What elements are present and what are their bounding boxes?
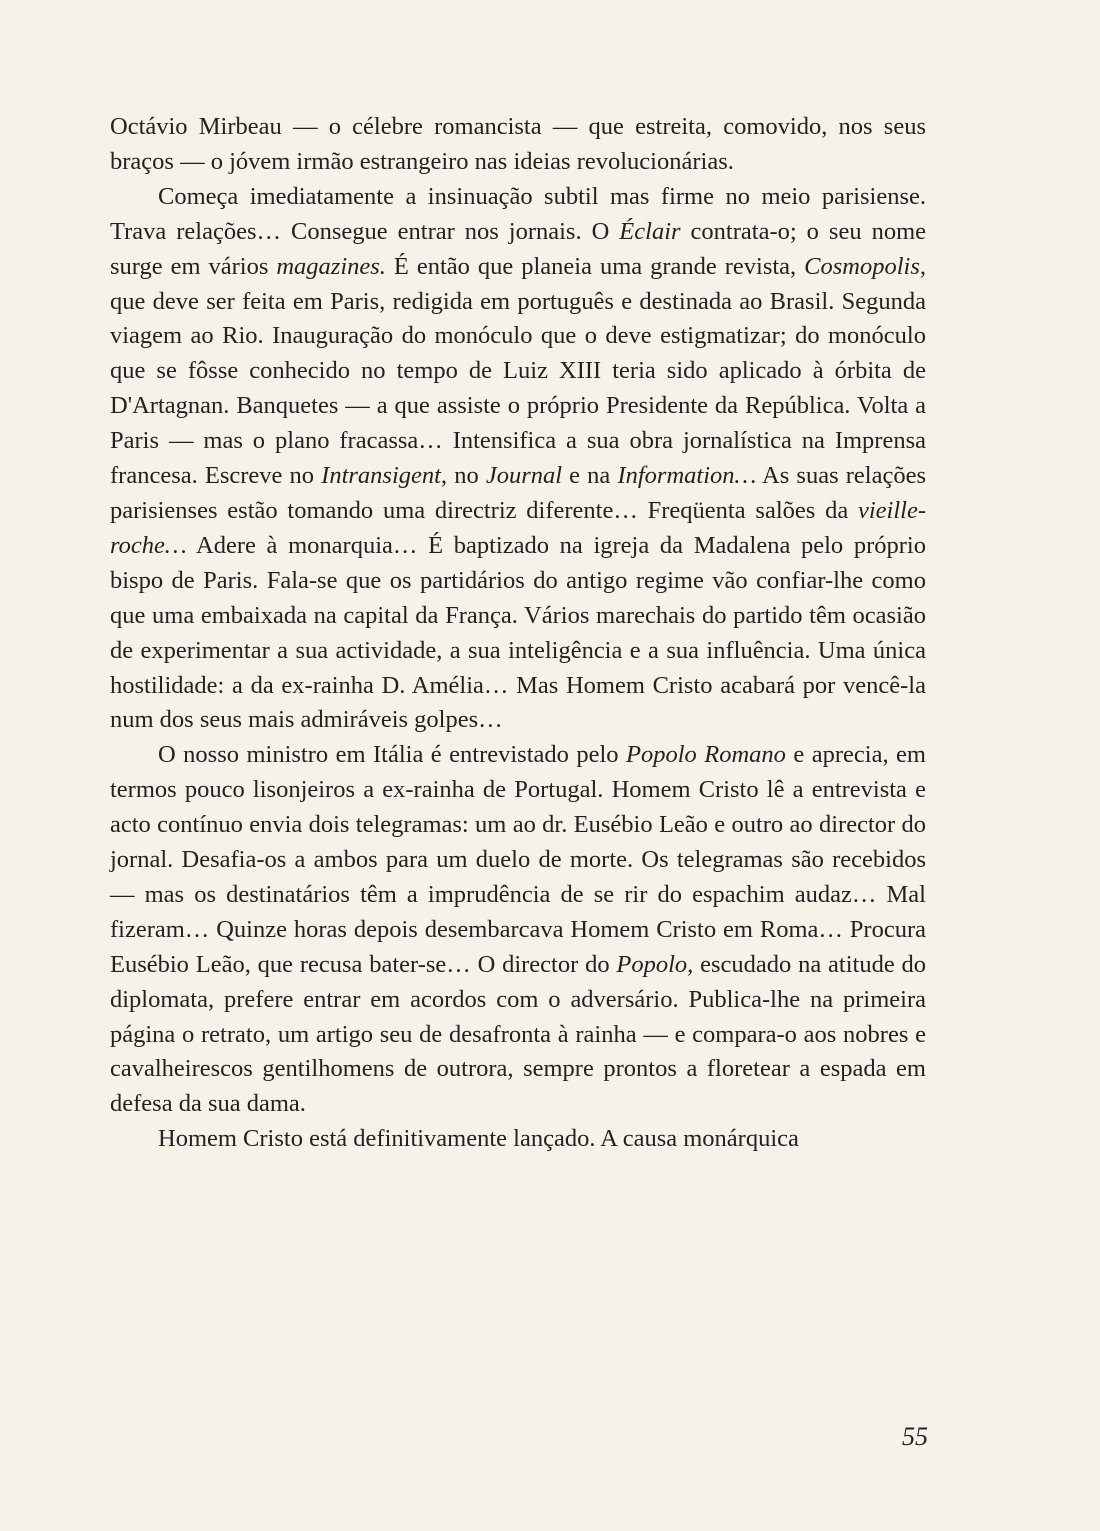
paragraph	[110, 1122, 926, 1157]
text-run: no	[447, 462, 486, 490]
text-run: e aprecia, em termos pouco lisonjeiros a ex-rainha de Portugal. Homem Cristo lê a entrevista e acto contínuo envia dois telegramas: um ao dr. Eusébio Leão e outro ao director do jornal. Desafia-os a ambos para um duelo de morte. Os telegramas são recebidos — mas os destinatários têm a imprudência de se rir do espachim audaz… Mal fizeram… Quinze horas depois desembarcava Homem Cristo em Roma… Procura Eusébio Leão, que recusa bater-se… O director do	[110, 741, 926, 978]
text-run: contrata-o; o seu nome surge em vários	[110, 217, 926, 280]
body-text	[110, 110, 926, 1157]
text-run: As suas relações parisienses estão tomando uma directriz diferente… Freqüenta salões da	[110, 462, 926, 524]
text-run: e na	[562, 462, 618, 490]
page-number: 55	[902, 1422, 928, 1451]
text-run: Octávio Mirbeau — o célebre romancista — que estreita, comovido, nos seus braços — o jóvem irmão estrangeiro nas ideias revolucionárias.	[110, 113, 926, 175]
italic-run: Journal	[485, 462, 563, 490]
text-run: que deve ser feita em Paris, redigida em português e destinada ao Brasil. Segunda viagem ao Rio. Inauguração do monóculo que o deve estigmatizar; do monóculo que se fôsse conhecido no tempo de Luiz XIII teria sido aplicado à órbita de D'Artagnan. Banquetes — a que assiste o próprio Presidente da República. Volta a Paris — mas o plano fracassa… Intensifica a sua obra jornalística na Imprensa francesa. Escreve no	[110, 287, 926, 490]
italic-run: Popolo Romano	[626, 741, 786, 769]
italic-run: Information…	[617, 462, 757, 490]
paragraph	[110, 738, 926, 1122]
paragraph	[110, 110, 926, 180]
text-run: Homem Cristo está definitivamente lançado. A causa monárquica	[158, 1125, 799, 1153]
paragraph	[110, 180, 926, 739]
italic-run: vieille-roche…	[110, 496, 926, 559]
text-run: Adere à monarquia… É baptizado na igreja da Madalena pelo próprio bispo de Paris. Fala-se que os partidários do antigo regime vão confiar-lhe como que uma embaixada na capital da França. Vários marechais do partido têm ocasião de experimentar a sua actividade, a sua inteligência e a sua influência. Uma única hostilidade: a da ex-rainha D. Amélia… Mas Homem Cristo acabará por vencê-la num dos seus mais admiráveis golpes…	[110, 531, 926, 734]
text-run: escudado na atitude do diplomata, prefere entrar em acordos com o adversário. Publica-lhe na primeira página o retrato, um artigo seu de desafronta à rainha — e compara-o aos nobres e cavalheirescos gentilhomens de outrora, sempre prontos a floretear a espada em defesa da sua dama.	[110, 950, 927, 1118]
italic-run: Intransigent,	[321, 462, 448, 490]
text-run: Começa imediatamente a insinuação subtil mas firme no meio parisiense. Trava relações… Consegue entrar nos jornais. O	[110, 182, 926, 245]
text-run: O nosso ministro em Itália é entrevistado pelo	[158, 741, 627, 769]
italic-run: Popolo,	[616, 950, 694, 978]
italic-run: magazines.	[276, 252, 386, 280]
text-run: É então que planeia uma grande revista,	[385, 252, 805, 280]
italic-run: Éclair	[619, 217, 681, 245]
italic-run: Cosmopolis,	[804, 252, 926, 280]
